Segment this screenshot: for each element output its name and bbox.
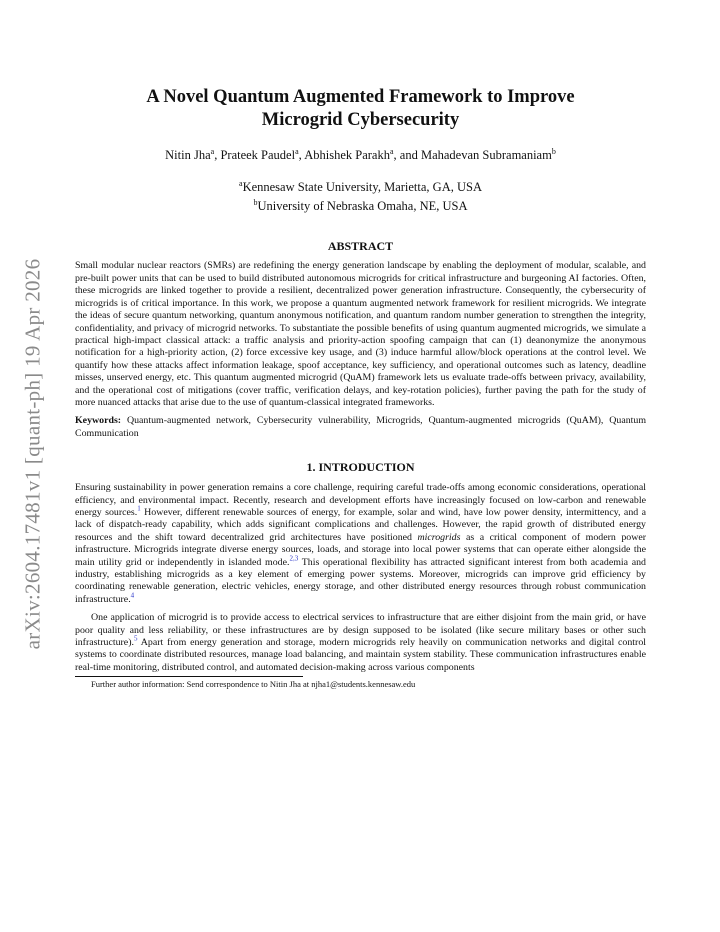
citation-link[interactable]: 5 xyxy=(133,634,138,643)
author-separator: , xyxy=(298,148,305,163)
text-run: However, different renewable sources of energy, for example, solar and wind, have low power density, intermittency, and a lack of dispatch-ready capability, which adds significant complications and challenges. However, the rapid growth of distributed energy resources and the shift toward decentralized grid architectures have positioned xyxy=(75,506,646,543)
author-affiliation-mark: a xyxy=(295,147,299,156)
affiliation-text: Kennesaw State University, Marietta, GA, USA xyxy=(242,180,482,195)
author-separator: , xyxy=(214,148,221,163)
citation-link[interactable]: 2,3 xyxy=(289,554,299,563)
intro-paragraph-2 xyxy=(75,612,646,674)
author-footnote: Further author information: Send correspondence to Nitin Jha at njha1@students.kennesaw.edu xyxy=(91,679,416,690)
affiliation-mark: b xyxy=(253,198,258,208)
keywords-text: Quantum-augmented network, Cybersecurity vulnerability, Microgrids, Quantum-augmented microgrids (QuAM), Quantum Communication xyxy=(75,415,647,439)
author-affiliation-mark: a xyxy=(389,147,394,156)
title-line-2: Microgrid Cybersecurity xyxy=(261,110,460,130)
title-line-1: A Novel Quantum Augmented Framework to Improve xyxy=(146,87,575,107)
paper-page xyxy=(75,86,646,690)
author-affiliation-mark: a xyxy=(210,147,215,156)
text-run: One application of microgrid is to provide access to electrical services to infrastructure that are either disjoint from the main grid, or have poor quality and less reliability, or these infrastructures are by design supposed to be isolated (like secure military bases or other such infrastructure). xyxy=(75,612,646,649)
text-run: as a critical component of modern power infrastructure. Microgrids integrate diverse energy sources, loads, and storage into local power systems that can operate either alongside the main utility grid or independently in islanded mode. xyxy=(75,531,646,568)
arxiv-identifier-stamp xyxy=(18,244,48,664)
author-name: Prateek Paudel xyxy=(220,148,296,163)
author-separator: , and xyxy=(393,148,421,163)
affiliation-text: University of Nebraska Omaha, NE, USA xyxy=(257,199,468,214)
author-name: Abhishek Parakh xyxy=(304,148,390,163)
emphasis-text: microgrids xyxy=(417,531,461,543)
abstract-section xyxy=(75,239,646,440)
citation-link[interactable]: 4 xyxy=(130,591,135,600)
text-run: Apart from energy generation and storage, modern microgrids rely heavily on communication networks and digital control systems to coordinate distributed resources, manage load balancing, and maintain system stability. These communication infrastructures enable real-time monitoring, distributed control, and automated decision-making across various components xyxy=(75,637,646,673)
abstract-heading: ABSTRACT xyxy=(327,239,394,254)
author-affiliation-mark: b xyxy=(551,147,556,156)
affiliation-list xyxy=(75,176,646,214)
keywords-line xyxy=(75,415,646,440)
abstract-body: Small modular nuclear reactors (SMRs) are redefining the energy generation landscape by enabling the deployment of modular, scalable, and pre-built power units that can be used to build distributed autonomous microgrids for critical infrastructure and burgeoning AI factories. Often, these microgrids are linked together to provide a resilient, decentralized power generation infrastructure. Consequently, the cybersecurity of microgrids is of critical importance. In this work, we propose a quantum augmented network framework for resilient microgrids. We integrate the ideas of secure quantum networking, quantum anonymous notification, and quantum random number generation to strengthen the integrity, confidentiality, and privacy of microgrid networks. To substantiate the possible benefits of using quantum augmented microgrids, we simulate a practical high-impact classical attack: a traffic analysis and priority-action spoofing campaign that can (1) deanonymize the anonymous notification for a high-priority action, (2) force excessive key usage, and (3) induce harmful allow/block operations at the control level. We quantify how these attacks affect information leakage, spoof acceptance, key sufficiency, and operational outcomes such as latency, deadline misses, unserved energy, etc. This quantum augmented microgrid (QuAM) framework lets us evaluate trade-offs between privacy, availability, and the operational cost of mitigations (cover traffic, verification delays, and key-rotation policies), further paving the path for the study of more nuanced attacks that arise due to the use of quantum-classical integrated frameworks. xyxy=(75,260,646,408)
citation-link[interactable]: 1 xyxy=(137,504,141,513)
text-run: This operational flexibility has attracted significant interest from both academia and industry, establishing microgrids as a key element of emerging power systems. Moreover, microgrids can improve grid efficiency by coordinating renewable generation, electric vehicles, energy storage, and other distributed energy resources through robust communication infrastructure. xyxy=(75,556,646,605)
footnote-divider xyxy=(75,676,303,677)
author-list xyxy=(75,147,646,163)
affiliation-line xyxy=(75,176,646,195)
author-name: Nitin Jha xyxy=(165,148,211,163)
intro-paragraph-1 xyxy=(75,482,646,606)
author-name: Mahadevan Subramaniam xyxy=(420,148,552,163)
arxiv-identifier-text: arXiv:2604.17481v1 [quant-ph] 19 Apr 2026 xyxy=(20,258,45,650)
affiliation-mark: a xyxy=(239,179,243,189)
keywords-label: Keywords: xyxy=(75,415,122,427)
introduction-heading: 1. INTRODUCTION xyxy=(306,460,415,475)
introduction-section xyxy=(75,460,646,674)
text-run: Ensuring sustainability in power generation remains a core challenge, requiring careful trade-offs among economic considerations, operational efficiency, and environmental impact. Recently, research and development efforts have increasingly focused on low-carbon and renewable energy sources. xyxy=(75,482,646,518)
paper-title xyxy=(75,86,646,132)
affiliation-line xyxy=(75,195,646,214)
